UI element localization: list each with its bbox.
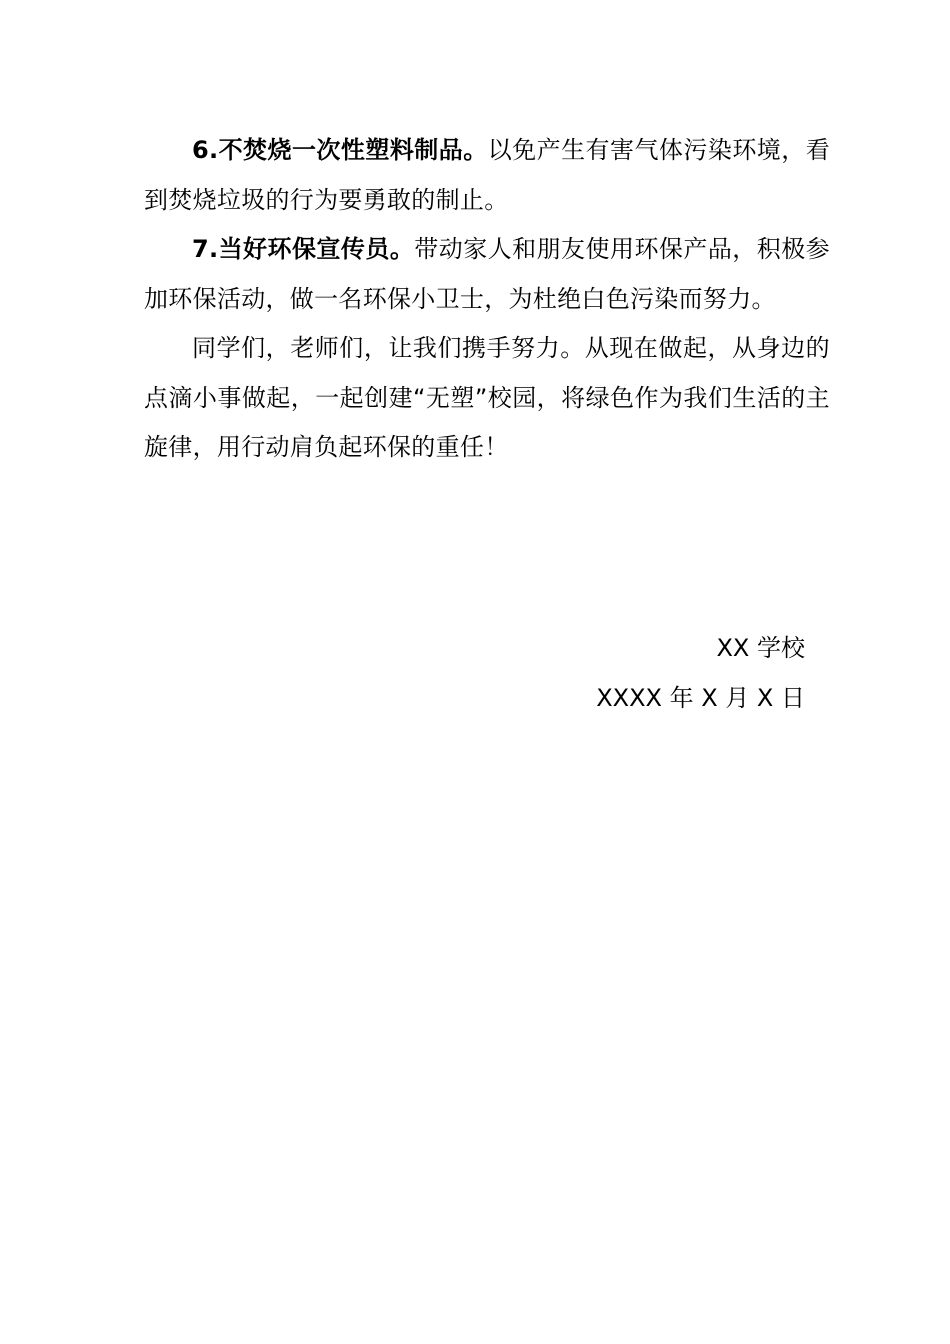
signature-organization: XX 学校 [716,634,805,662]
paragraph-item-7 [144,225,830,324]
closing-paragraph [144,324,830,473]
paragraph-text: 带动家人和朋友使用环保产品，积极参加环保活动，做一名环保小卫士，为杜绝白色污染而努力。 [144,235,830,313]
document-body [144,126,830,473]
paragraph-heading: 7.当好环保宣传员。 [192,235,415,263]
paragraph-text: 同学们，老师们，让我们携手努力。从现在做起，从身边的点滴小事做起，一起创建“无塑”校园，将绿色作为我们生活的主旋律，用行动肩负起环保的重任！ [144,334,830,461]
paragraph-item-6 [144,126,830,225]
paragraph-text: 以免产生有害气体污染环境，看到焚烧垃圾的行为要勇敢的制止。 [144,136,831,214]
signature-date: XXXX 年 X 月 X 日 [596,683,805,712]
paragraph-heading: 6.不焚烧一次性塑料制品。 [192,136,488,164]
signature-block [596,624,805,723]
